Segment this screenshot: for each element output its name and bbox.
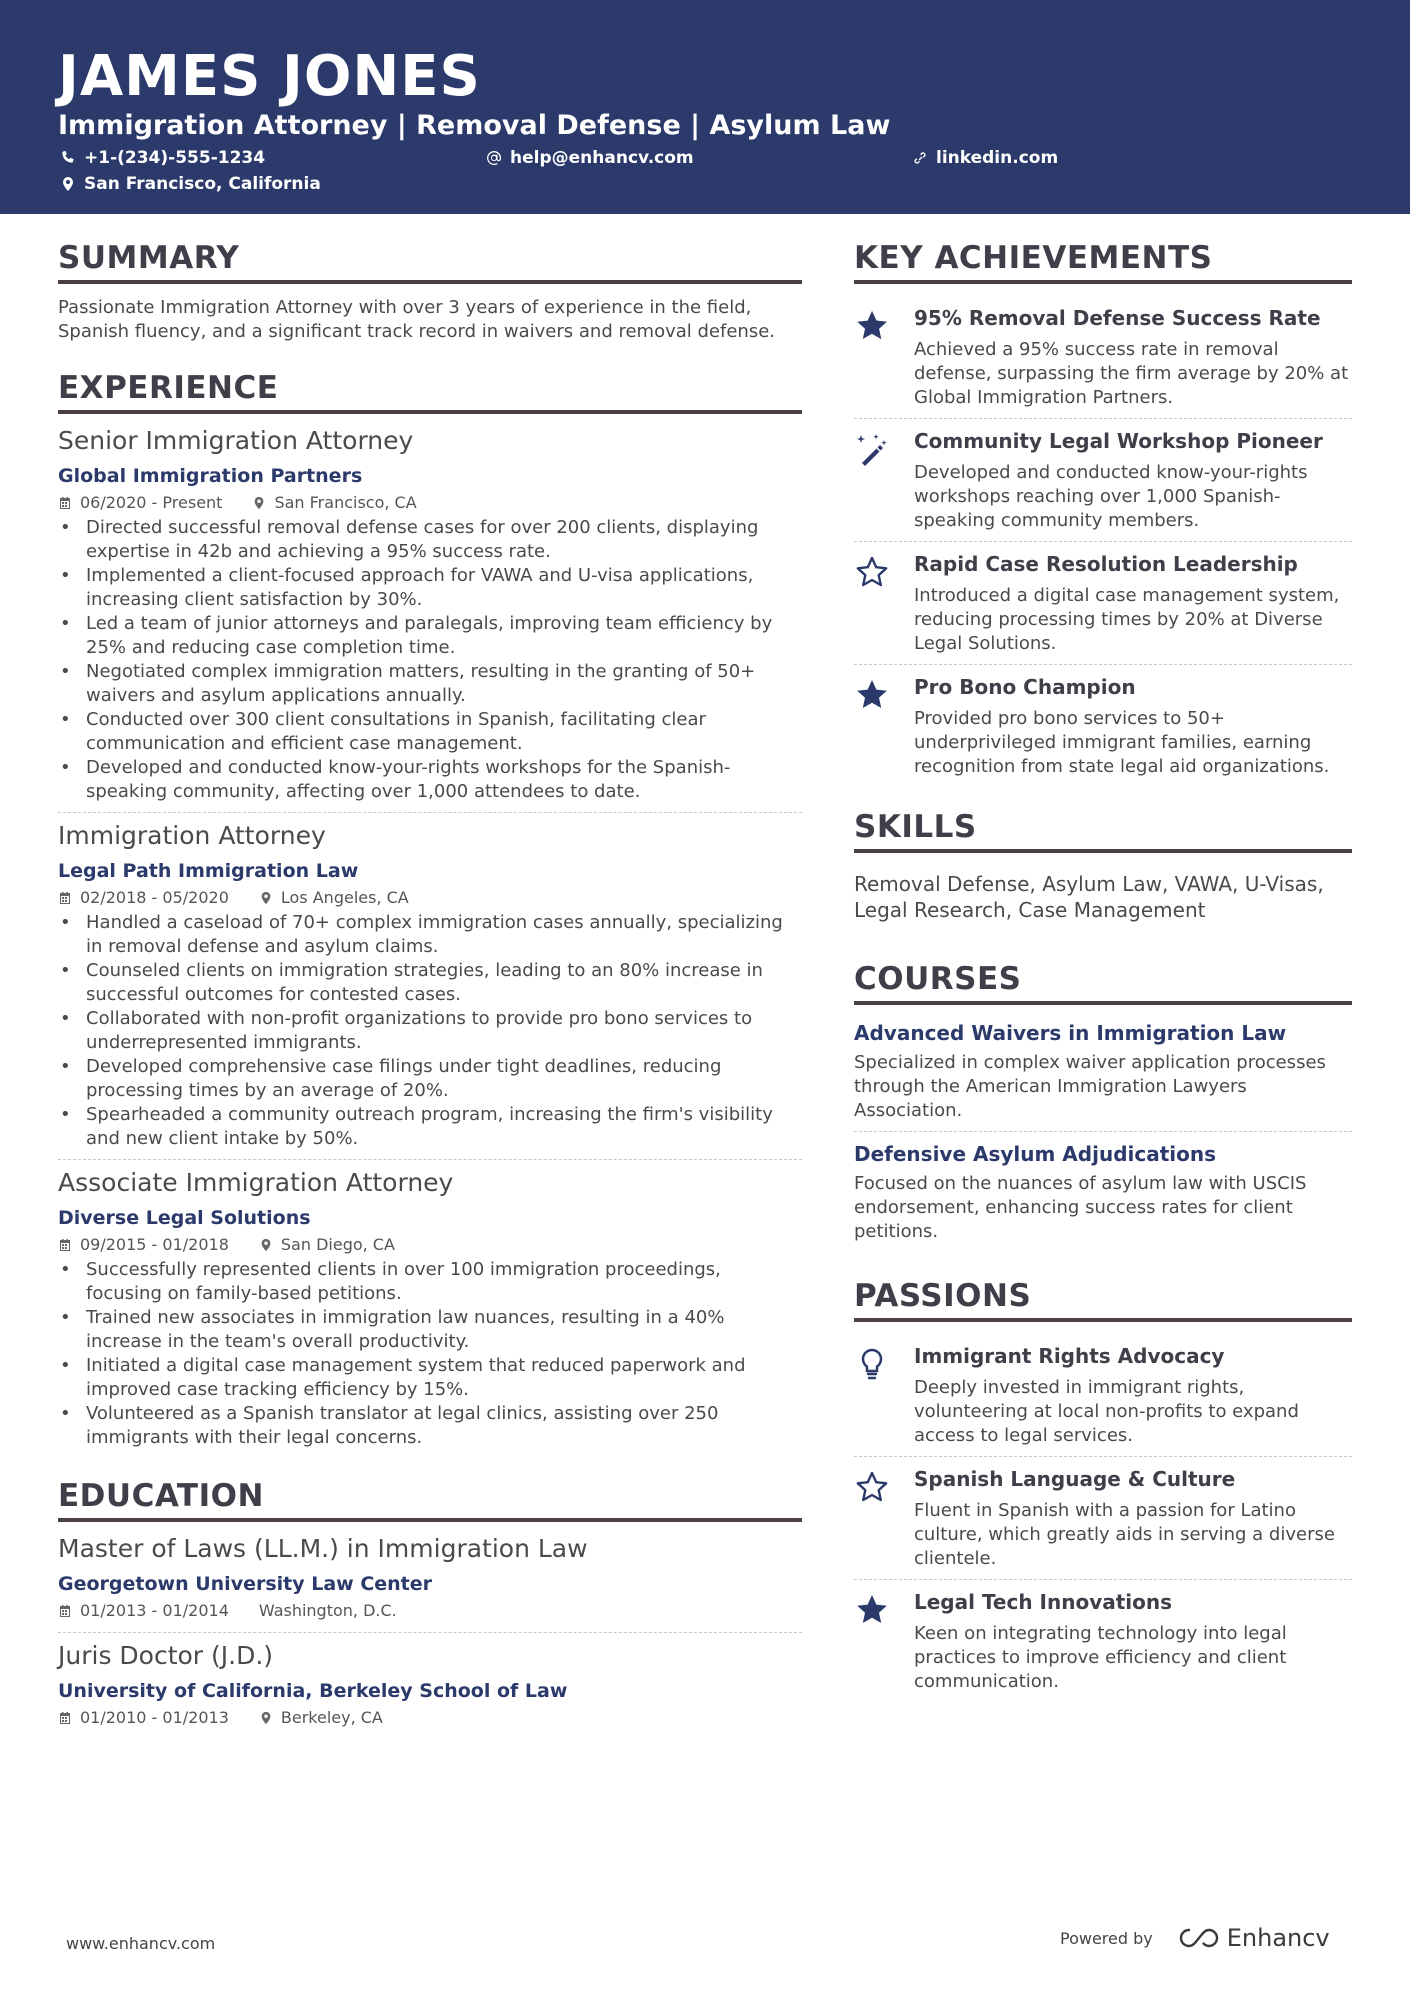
passion-desc: Fluent in Spanish with a passion for Latino culture, which greatly aids in serving a diverse clientele. xyxy=(914,1500,1335,1569)
powered-by-label: Powered by xyxy=(1060,1928,1153,1948)
passion-desc: Keen on integrating technology into legal practices to improve efficiency and client communication. xyxy=(914,1623,1287,1692)
courses-heading: COURSES xyxy=(854,961,1352,1005)
job-dates: 06/2020 - Present xyxy=(80,493,223,512)
job-bullets xyxy=(58,911,802,1151)
company-name: Legal Path Immigration Law xyxy=(58,860,359,882)
location-contact xyxy=(60,174,321,194)
education-meta xyxy=(58,1601,802,1620)
degree-title: Juris Doctor (J.D.) xyxy=(58,1641,274,1670)
passion-title: Immigrant Rights Advocacy xyxy=(914,1344,1225,1368)
linkedin-contact[interactable] xyxy=(912,148,1058,168)
job-meta xyxy=(58,493,802,512)
calendar-icon xyxy=(58,891,72,905)
job-location-text: San Diego, CA xyxy=(280,1235,395,1254)
job-meta xyxy=(58,888,802,907)
achievements-heading: KEY ACHIEVEMENTS xyxy=(854,240,1352,284)
bullet-item: • Implemented a client-focused approach for VAWA and U-visa applications, increasing client satisfaction by 30%. xyxy=(58,564,802,612)
achievements-section xyxy=(854,240,1352,787)
linkedin-text: linkedin.com xyxy=(936,148,1059,168)
passion-item xyxy=(854,1580,1352,1702)
education-meta xyxy=(58,1708,802,1727)
course-title: Defensive Asylum Adjudications xyxy=(854,1142,1217,1166)
course-desc: Specialized in complex waiver application processes through the American Immigration Lawyers Association. xyxy=(854,1052,1326,1121)
email-text: help@enhancv.com xyxy=(510,148,694,168)
achievement-title: Rapid Case Resolution Leadership xyxy=(914,552,1298,576)
phone-contact xyxy=(60,148,265,168)
calendar-icon xyxy=(58,1604,72,1618)
company-name: Global Immigration Partners xyxy=(58,465,363,487)
location-pin-icon xyxy=(259,1711,273,1725)
achievement-item xyxy=(854,419,1352,542)
job-title: Senior Immigration Attorney xyxy=(58,426,414,455)
star-filled-icon xyxy=(854,677,890,713)
bullet-item: • Negotiated complex immigration matters, resulting in the granting of 50+ waivers and asylum applications annually. xyxy=(58,660,802,708)
job-dates: 09/2015 - 01/2018 xyxy=(80,1235,229,1254)
skills-heading: SKILLS xyxy=(854,809,1352,853)
location-pin-icon xyxy=(252,496,266,510)
school-name: Georgetown University Law Center xyxy=(58,1573,433,1595)
passion-item xyxy=(854,1457,1352,1580)
passions-section xyxy=(854,1278,1352,1702)
course-item xyxy=(854,1132,1352,1252)
achievement-item xyxy=(854,665,1352,787)
bullet-item: • Volunteered as a Spanish translator at legal clinics, assisting over 250 immigrants with their legal concerns. xyxy=(58,1402,802,1450)
passion-title: Spanish Language & Culture xyxy=(914,1467,1236,1491)
course-item xyxy=(854,1017,1352,1132)
achievement-title: Pro Bono Champion xyxy=(914,675,1136,699)
bullet-item: • Counseled clients on immigration strategies, leading to an 80% increase in successful outcomes for contested cases. xyxy=(58,959,802,1007)
at-icon xyxy=(486,150,502,166)
link-icon xyxy=(912,150,928,166)
course-desc: Focused on the nuances of asylum law with USCIS endorsement, enhancing success rates for client petitions. xyxy=(854,1173,1307,1242)
job-title: Associate Immigration Attorney xyxy=(58,1168,454,1197)
course-title: Advanced Waivers in Immigration Law xyxy=(854,1021,1287,1045)
education-location xyxy=(259,1708,383,1727)
job-entry xyxy=(58,426,802,812)
job-entry xyxy=(58,812,802,1159)
location-pin-icon xyxy=(60,176,76,192)
bullet-item: • Trained new associates in immigration law nuances, resulting in a 40% increase in the team's overall productivity. xyxy=(58,1306,802,1354)
bullet-item: • Initiated a digital case management system that reduced paperwork and improved case tracking efficiency by 15%. xyxy=(58,1354,802,1402)
lightbulb-icon xyxy=(854,1346,890,1382)
job-entry xyxy=(58,1159,802,1458)
education-heading: EDUCATION xyxy=(58,1478,802,1522)
star-outline-icon xyxy=(854,554,890,590)
achievement-desc: Introduced a digital case management system, reducing processing times by 20% at Diverse Legal Solutions. xyxy=(914,585,1340,654)
education-dates: 01/2013 - 01/2014 xyxy=(80,1601,229,1620)
skills-text: Removal Defense, Asylum Law, VAWA, U-Visas, Legal Research, Case Management xyxy=(854,872,1324,922)
location-text: San Francisco, California xyxy=(84,174,321,194)
job-meta xyxy=(58,1235,802,1254)
summary-section xyxy=(58,240,802,344)
bullet-item: • Developed comprehensive case filings under tight deadlines, reducing processing times by an average of 20%. xyxy=(58,1055,802,1103)
phone-text: +1-(234)-555-1234 xyxy=(84,148,266,168)
location-pin-icon xyxy=(259,891,273,905)
star-icon xyxy=(854,1592,890,1628)
school-name: University of California, Berkeley School of Law xyxy=(58,1680,568,1702)
achievement-desc: Provided pro bono services to 50+ underprivileged immigrant families, earning recognition from state legal aid organizations. xyxy=(914,708,1330,777)
bullet-item: • Developed and conducted know-your-rights workshops for the Spanish-speaking community, affecting over 1,000 attendees to date. xyxy=(58,756,802,804)
job-location xyxy=(259,1235,395,1254)
courses-section xyxy=(854,961,1352,1252)
passion-item xyxy=(854,1334,1352,1457)
job-location xyxy=(252,493,416,512)
job-title: Immigration Attorney xyxy=(58,821,326,850)
experience-section xyxy=(58,370,802,1458)
calendar-icon xyxy=(58,496,72,510)
achievement-item xyxy=(854,296,1352,419)
job-bullets xyxy=(58,1258,802,1450)
bullet-item: • Conducted over 300 client consultations in Spanish, facilitating clear communication and efficient case management. xyxy=(58,708,802,756)
bullet-item: • Collaborated with non-profit organizations to provide pro bono services to underrepresented immigrants. xyxy=(58,1007,802,1055)
phone-icon xyxy=(60,150,76,166)
education-location-text: Berkeley, CA xyxy=(280,1708,383,1727)
achievement-title: Community Legal Workshop Pioneer xyxy=(914,429,1323,453)
degree-title: Master of Laws (LL.M.) in Immigration Law xyxy=(58,1534,588,1563)
passion-title: Legal Tech Innovations xyxy=(914,1590,1173,1614)
left-column xyxy=(58,240,802,1739)
job-location-text: San Francisco, CA xyxy=(274,493,417,512)
achievement-item xyxy=(854,542,1352,665)
calendar-icon xyxy=(58,1711,72,1725)
passion-desc: Deeply invested in immigrant rights, volunteering at local non-profits to expand access to legal services. xyxy=(914,1377,1299,1446)
education-entry xyxy=(58,1534,802,1632)
brand-name: Enhancv xyxy=(1226,1924,1330,1952)
achievement-desc: Achieved a 95% success rate in removal defense, surpassing the firm average by 20% at Global Immigration Partners. xyxy=(914,339,1349,408)
education-entry xyxy=(58,1632,802,1739)
location-pin-icon xyxy=(259,1238,273,1252)
skills-section xyxy=(854,809,1352,923)
passions-heading: PASSIONS xyxy=(854,1278,1352,1322)
achievement-desc: Developed and conducted know-your-rights workshops reaching over 1,000 Spanish-speaking community members. xyxy=(914,462,1308,531)
education-section xyxy=(58,1478,802,1739)
job-dates: 02/2018 - 05/2020 xyxy=(80,888,229,907)
bullet-item: • Successfully represented clients in over 100 immigration proceedings, focusing on family-based petitions. xyxy=(58,1258,802,1306)
achievement-title: 95% Removal Defense Success Rate xyxy=(914,306,1321,330)
candidate-name: JAMES JONES xyxy=(58,44,481,109)
bullet-item: • Directed successful removal defense cases for over 200 clients, displaying expertise in 42b and achieving a 95% success rate. xyxy=(58,516,802,564)
right-column xyxy=(854,240,1352,1702)
brand-logo[interactable] xyxy=(1177,1924,1330,1952)
job-location xyxy=(259,888,409,907)
bullet-item: • Spearheaded a community outreach program, increasing the firm's visibility and new client intake by 50%. xyxy=(58,1103,802,1151)
experience-heading: EXPERIENCE xyxy=(58,370,802,414)
job-location-text: Los Angeles, CA xyxy=(280,888,409,907)
summary-heading: SUMMARY xyxy=(58,240,802,284)
summary-text: Passionate Immigration Attorney with over 3 years of experience in the field, Spanish fluency, and a significant track record in waivers and removal defense. xyxy=(58,297,775,342)
company-name: Diverse Legal Solutions xyxy=(58,1207,311,1229)
footer-branding xyxy=(1060,1924,1330,1952)
job-bullets xyxy=(58,516,802,804)
education-location: Washington, D.C. xyxy=(258,1601,397,1620)
candidate-title: Immigration Attorney | Removal Defense | Asylum Law xyxy=(58,110,891,141)
footer-website[interactable]: www.enhancv.com xyxy=(66,1934,216,1953)
bullet-item: • Led a team of junior attorneys and paralegals, improving team efficiency by 25% and reducing case completion time. xyxy=(58,612,802,660)
email-contact[interactable] xyxy=(486,148,694,168)
bullet-item: • Handled a caseload of 70+ complex immigration cases annually, specializing in removal defense and asylum claims. xyxy=(58,911,802,959)
resume-header xyxy=(0,0,1410,214)
enhancv-logo-icon xyxy=(1177,1926,1221,1950)
magic-wand-icon xyxy=(854,431,890,467)
calendar-icon xyxy=(58,1238,72,1252)
star-icon xyxy=(854,308,890,344)
education-dates: 01/2010 - 01/2013 xyxy=(80,1708,229,1727)
star-outline-icon xyxy=(854,1469,890,1505)
